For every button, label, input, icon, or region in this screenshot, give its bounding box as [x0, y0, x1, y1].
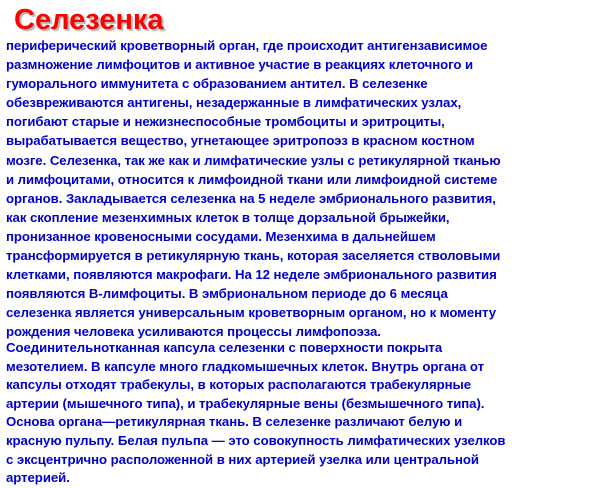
text-line: трансформируется в ретикулярную ткань, которая заселяется стволовыми	[6, 248, 501, 264]
text-line: появляются В-лимфоциты. В эмбриональном периоде до 6 месяца	[6, 286, 448, 302]
paragraph-structure	[6, 339, 506, 488]
paragraph-definition	[6, 36, 501, 342]
text-line: размножение лимфоцитов и активное участие в реакциях клеточного и	[6, 57, 474, 73]
text-line: Основа органа—ретикулярная ткань. В селезенке различают белую и	[6, 414, 463, 430]
text-line: Соединительнотканная капсула селезенки с поверхности покрыта	[6, 340, 443, 355]
text-line: вырабатывается вещество, угнетающее эритропоэз в красном костном	[6, 133, 475, 149]
text-line: с эксцентрично расположенной в них артерией узелка или центральной	[6, 451, 479, 467]
text-line: мозге. Селезенка, так же как и лимфатические узлы с ретикулярной тканью	[6, 152, 501, 168]
text-line: красную пульпу. Белая пульпа — это совокупность лимфатических узелков	[6, 432, 506, 448]
text-line: клетками, появляются макрофаги. На 12 неделе эмбрионального развития	[6, 267, 497, 283]
text-line: капсулы отходят трабекулы, в которых располагаются трабекулярные	[6, 377, 472, 393]
text-line: артерии (мышечного типа), и трабекулярные вены (безмышечного типа).	[6, 395, 485, 411]
text-line: мезотелием. В капсуле много гладкомышечных клеток. Внутрь органа от	[6, 358, 485, 374]
slide-title: Селезенка	[14, 4, 164, 36]
text-line: артерией.	[6, 470, 70, 486]
text-line: селезенка является универсальным кроветворным органом, но к моменту	[6, 305, 497, 321]
text-line: как скопление мезенхимных клеток в толще дорзальной брыжейки,	[6, 209, 450, 225]
text-line: обезвреживаются антигены, незадержанные в лимфатических узлах,	[6, 95, 462, 111]
text-line: органов. Закладывается селезенка на 5 неделе эмбрионального развития,	[6, 190, 496, 206]
text-line: периферический кроветворный орган, где происходит антигензависимое	[6, 38, 488, 53]
text-line: и лимфоцитами, относится к лимфоидной ткани или лимфоидной системе	[6, 171, 498, 187]
text-line: погибают старые и нежизнеспособные тромбоциты и эритроциты,	[6, 114, 445, 130]
text-line: гуморального иммунитета с образованием антител. В селезенке	[6, 76, 428, 92]
text-line: пронизанное кровеносными сосудами. Мезенхима в дальнейшем	[6, 228, 436, 244]
text-line: рождения человека усиливаются процессы лимфопоэза.	[6, 324, 381, 340]
